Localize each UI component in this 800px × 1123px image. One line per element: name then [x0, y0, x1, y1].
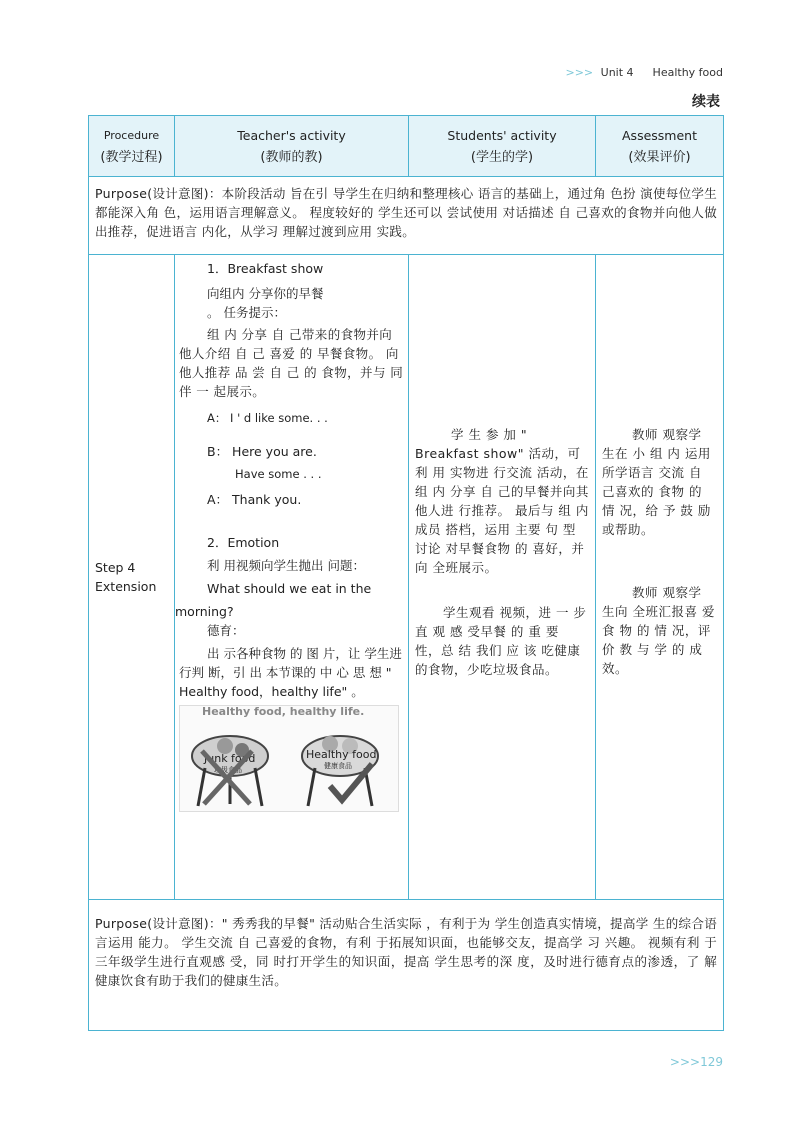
students-p2: 学生观看 视频，进 一 步直 观 感 受早餐 的 重 要 性，总 结 我们 应 该 吃健康 的食物，少吃垃圾食品。 [415, 605, 587, 677]
header-arrows: >>> [565, 66, 594, 79]
healthy-food-label: Healthy food [306, 748, 377, 761]
dialog-b1: B： Here you are. [207, 444, 317, 459]
item1-title: 1．Breakfast show [207, 261, 324, 276]
header-unit: Unit 4 [600, 66, 634, 79]
lesson-table [88, 115, 724, 1031]
purpose-bottom: Purpose(设计意图)：" 秀秀我的早餐" 活动贴合生活实际 ，有利于为 学生创造真实情境，提高学 生的综合语言运用 能力。 学生交流 自 己喜爱的食物，有利 于拓展知识面，也能够交友，提高学 习 兴趣。 视频有利 于三年级学生进行直观感 受，同 时打开学生的知识面，提高 学生思考的深 度，及时进行德育点的渗透，了 解健康饮食有助于我们的健康生活。 [89, 900, 724, 1031]
step-cell [89, 255, 175, 900]
illustration-svg [180, 706, 398, 811]
assessment-cell [596, 255, 724, 900]
moral-label: 德育： [207, 623, 245, 638]
dialog-a2: A： Thank you. [207, 492, 302, 507]
teacher-activity-cell [175, 255, 409, 900]
assessment-p2: 教师 观察学 生向 全班汇报喜 爱 食 物 的 情 况，评 价 教 与 学 的 成效。 [602, 585, 715, 676]
item1-task2: 。 任务提示： [207, 305, 286, 320]
illustration-banner: Healthy food, healthy life. [202, 706, 365, 718]
item2-question-cont: morning? [175, 604, 234, 619]
item2-question: What should we eat in the [207, 581, 372, 596]
healthy-food-illustration [179, 705, 399, 812]
item2-title: 2．Emotion [207, 535, 280, 550]
purpose-row-bottom [89, 900, 724, 1031]
header-procedure: Procedure (教学过程) [89, 116, 175, 177]
junk-food-label: Junk food [204, 752, 256, 765]
step-name: Extension [95, 579, 157, 594]
item1-task1: 向组内 分享你的早餐 [207, 286, 324, 301]
students-activity-cell [409, 255, 596, 900]
header-teacher: Teacher's activity (教师的教) [175, 116, 409, 177]
header-students: Students' activity (学生的学) [409, 116, 596, 177]
dialog-a1: A： I ' d like some. . . [207, 411, 328, 425]
running-header [566, 66, 724, 79]
junk-food-sublabel: 垃圾食品 [214, 766, 242, 774]
assessment-p1: 教师 观察学 生在 小 组 内 运用 所学语言 交流 自 己喜欢的 食物 的 情 况，给 予 鼓 励 或帮助。 [602, 427, 711, 537]
step-row [89, 255, 724, 900]
item2-desc: 利 用视频向学生抛出 问题： [207, 558, 365, 573]
purpose-top: Purpose(设计意图)：本阶段活动 旨在引 导学生在归纳和整理核心 语言的基础上，通过角 色扮 演使每位学生都能深入角 色，运用语言理解意义。 程度较好的 学生还可以 尝试使用 对话描述 自 己喜欢的食物并向他人做出推荐，促进语言 内化，从学习 理解过渡到应用 实践。 [89, 177, 724, 255]
item1-desc: 组 内 分享 自 己带来的食物并向他人介绍 自 己 喜爱 的 早餐食物。 向 他人推荐 品 尝 自 己 的 食物，并与 同伴 一 起展示。 [179, 327, 404, 399]
students-p1: 学 生 参 加 " Breakfast show" 活动，可利 用 实物进 行交流 活动，在 组 内 分享 自 己的早餐并向其他人进 行推荐。 最后与 组 内 成员 搭档，运用 主要 句 型 讨论 对早餐食物 的 喜好，并 向 全班展示。 [415, 427, 589, 575]
purpose-row-top [89, 177, 724, 255]
step-number: Step 4 [95, 560, 136, 575]
page-number: >>>129 [669, 1055, 723, 1069]
header-topic: Healthy food [652, 66, 723, 79]
header-assessment: Assessment (效果评价) [596, 116, 724, 177]
continued-label: 续表 [692, 94, 720, 110]
healthy-food-sublabel: 健康食品 [324, 762, 352, 770]
moral-desc: 出 示各种食物 的 图 片，让 学生进行判 断，引 出 本节课的 中 心 思 想 " Healthy food，healthy life" 。 [179, 646, 402, 699]
table-header-row [89, 116, 724, 177]
dialog-b2: Have some . . . [235, 467, 322, 481]
